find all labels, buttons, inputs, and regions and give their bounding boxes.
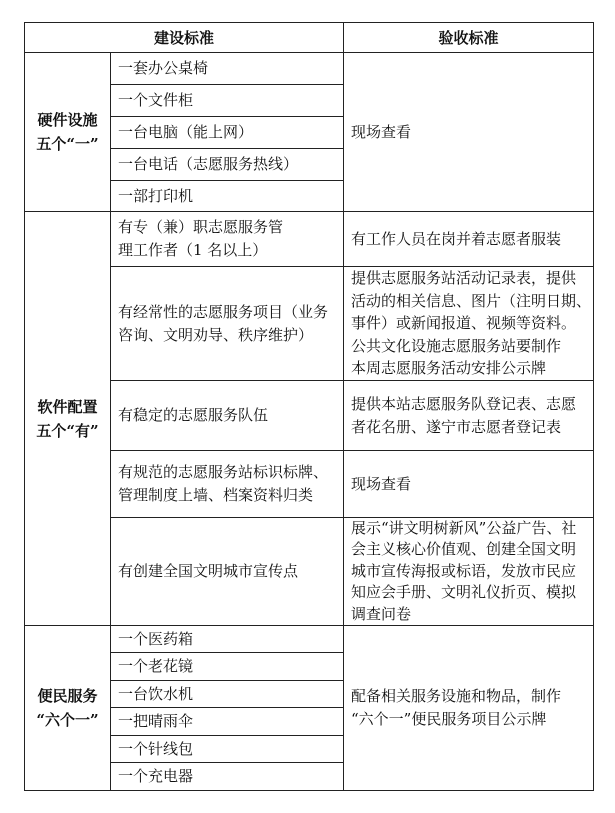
category-label: “六个一” [36, 711, 99, 730]
acceptance-text: 有工作人员在岗并着志愿者服装 [351, 229, 562, 248]
category-cell-software [25, 212, 111, 626]
acceptance-cell [344, 53, 594, 212]
standard-item-text: 理工作者（1 名以上） [118, 241, 268, 259]
standard-item [111, 85, 344, 117]
header-row [25, 23, 594, 53]
standard-item [111, 451, 344, 518]
acceptance-cell [344, 267, 594, 381]
category-label: 五个“一” [36, 135, 99, 153]
acceptance-text: 本周志愿服务活动安排公示牌 [351, 359, 547, 378]
acceptance-text: 展示“讲文明树新风”公益广告、社 [351, 519, 577, 537]
table-row [25, 212, 594, 267]
standard-item [111, 212, 344, 267]
acceptance-cell [344, 518, 594, 626]
table-row [25, 518, 594, 626]
standard-item-text: 有规范的志愿服务站标识标牌、 [118, 463, 329, 481]
acceptance-text: 知应会手册、文明礼仪折页、模拟 [351, 583, 577, 602]
header-build-standard: 建设标准 [25, 23, 344, 53]
standard-item-text: 一个医药箱 [118, 629, 194, 648]
standard-item [111, 626, 344, 653]
acceptance-text: 提供本站志愿服务队登记表、志愿 [351, 394, 577, 413]
category-label: 五个“有” [36, 421, 99, 440]
category-cell-hardware [25, 53, 111, 212]
category-label: 便民服务 [37, 687, 98, 706]
standard-item [111, 381, 344, 451]
acceptance-text: 提供志愿服务站活动记录表，提供 [351, 269, 577, 288]
standard-item-text: 一台电脑（能上网） [118, 123, 254, 141]
table-row [25, 451, 594, 518]
standard-item [111, 763, 344, 791]
standard-item [111, 149, 344, 181]
standard-item-text: 一部打印机 [118, 186, 194, 205]
category-label: 硬件设施 [37, 111, 98, 129]
standard-item [111, 518, 344, 626]
standard-item-text: 一个老花镜 [118, 657, 194, 676]
standard-item-text: 一台饮水机 [118, 684, 194, 703]
standard-item-text: 一套办公桌椅 [118, 59, 209, 77]
standard-item-text: 有经常性的志愿服务项目（业务 [118, 302, 329, 321]
table-row [25, 267, 594, 381]
category-label: 软件配置 [37, 397, 98, 416]
acceptance-text: 活动的相关信息、图片（注明日期、 [351, 291, 592, 310]
acceptance-text: 公共文化设施志愿服务站要制作 [351, 336, 562, 355]
acceptance-text: 配备相关服务设施和物品，制作 [351, 687, 562, 706]
acceptance-text: “六个一”便民服务项目公示牌 [351, 710, 547, 729]
acceptance-text: 现场查看 [351, 122, 412, 141]
acceptance-text: 现场查看 [351, 474, 412, 493]
standards-table [24, 22, 594, 791]
acceptance-text: 城市宣传海报或标语，发放市民应 [351, 561, 577, 580]
standard-item [111, 653, 344, 681]
standard-item [111, 53, 344, 85]
standard-item-text: 有专（兼）职志愿服务管 [118, 218, 284, 236]
standard-item-text: 有稳定的志愿服务队伍 [118, 406, 269, 424]
acceptance-text: 事件）或新闻报道、视频等资料。 [351, 314, 577, 333]
standard-item-text: 一个充电器 [118, 767, 194, 786]
table-row [25, 381, 594, 451]
standard-item-text: 有创建全国文明城市宣传点 [118, 562, 299, 581]
acceptance-cell [344, 212, 594, 267]
table-row [25, 53, 594, 85]
acceptance-cell [344, 381, 594, 451]
table-row [25, 626, 594, 653]
standard-item-text: 一台电话（志愿服务热线） [118, 155, 299, 173]
standard-item-text: 一个针线包 [118, 739, 194, 758]
standard-item-text: 一把晴雨伞 [118, 712, 194, 731]
standard-item [111, 117, 344, 149]
standard-item [111, 181, 344, 212]
standard-item [111, 681, 344, 708]
acceptance-text: 调查问卷 [351, 604, 412, 623]
standard-item [111, 736, 344, 763]
standard-item-text: 管理制度上墙、档案资料归类 [118, 486, 314, 504]
acceptance-text: 者花名册、遂宁市志愿者登记表 [351, 417, 562, 436]
header-acceptance-standard: 验收标准 [344, 23, 594, 53]
standard-item [111, 267, 344, 381]
category-cell-convenience [25, 626, 111, 791]
standard-item-text: 咨询、文明劝导、秩序维护） [118, 325, 314, 344]
acceptance-text: 会主义核心价值观、创建全国文明 [351, 540, 577, 559]
standard-item-text: 一个文件柜 [118, 91, 194, 109]
standard-item [111, 708, 344, 736]
acceptance-cell [344, 451, 594, 518]
acceptance-cell [344, 626, 594, 791]
